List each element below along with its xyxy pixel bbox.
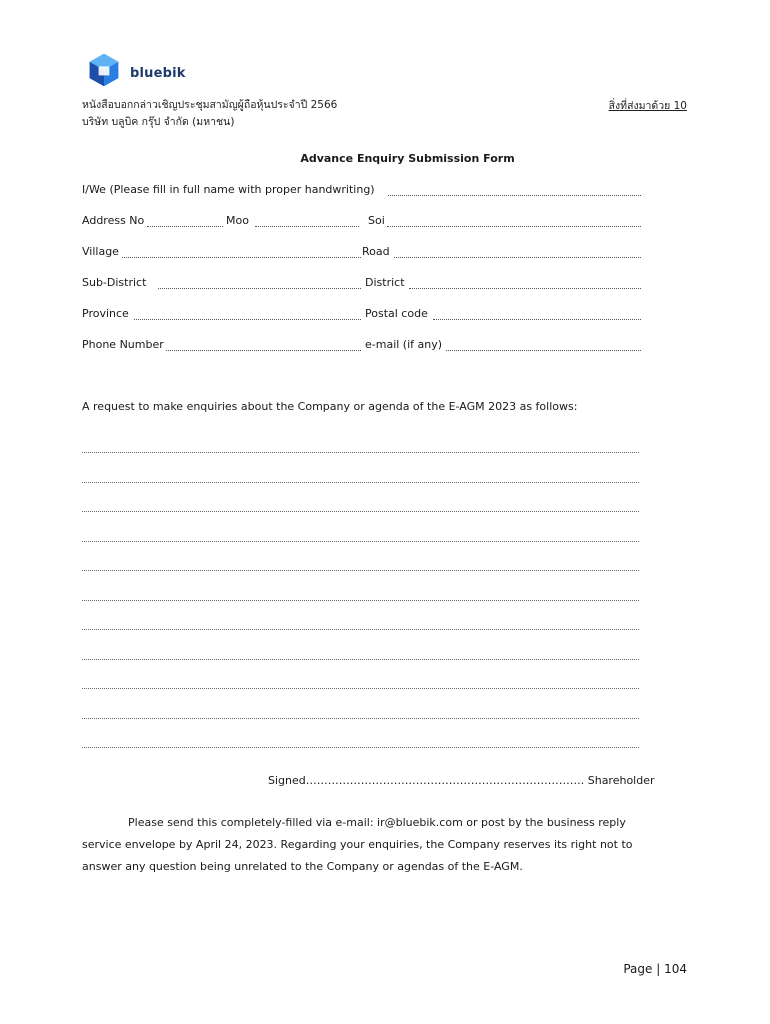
enquiry-line[interactable] — [82, 541, 639, 542]
road-label: Road — [362, 245, 390, 258]
phone-field[interactable] — [166, 338, 361, 351]
enquiry-line[interactable] — [82, 659, 639, 660]
subdistrict-field[interactable] — [158, 276, 361, 289]
enquiry-line[interactable] — [82, 747, 639, 748]
address-no-label: Address No — [82, 214, 145, 227]
enquiry-line[interactable] — [82, 629, 639, 630]
postal-code-field[interactable] — [433, 307, 641, 320]
enquiry-line[interactable] — [82, 452, 639, 453]
enquiry-line[interactable] — [82, 570, 639, 571]
village-field[interactable] — [122, 245, 361, 258]
district-label: District — [365, 276, 405, 289]
enquiry-line[interactable] — [82, 688, 639, 689]
province-row — [82, 307, 642, 323]
enquiry-line[interactable] — [82, 600, 639, 601]
enquiry-line[interactable] — [82, 718, 639, 719]
district-field[interactable] — [409, 276, 641, 289]
soi-field[interactable] — [387, 214, 641, 227]
province-field[interactable] — [134, 307, 361, 320]
header-line-1: หนังสือบอกกล่าวเชิญประชุมสามัญผู้ถือหุ้นประจำปี 2566 — [82, 99, 338, 111]
form-title: Advance Enquiry Submission Form — [300, 152, 515, 165]
enquiry-line[interactable] — [82, 482, 639, 483]
name-row — [82, 183, 642, 199]
subdistrict-label: Sub-District — [82, 276, 147, 289]
signature-line: Signed…………………………………………………………………. Shareholder — [268, 774, 655, 787]
email-field[interactable] — [446, 338, 641, 351]
phone-label: Phone Number — [82, 338, 164, 351]
village-row — [82, 245, 642, 261]
postal-code-label: Postal code — [365, 307, 428, 320]
enquiry-line[interactable] — [82, 511, 639, 512]
page-number: Page | 104 — [623, 962, 687, 976]
moo-field[interactable] — [255, 214, 359, 227]
subdistrict-row — [82, 276, 642, 292]
document-header — [82, 97, 337, 131]
phone-row — [82, 338, 642, 354]
name-label: I/We (Please fill in full name with proper handwriting) — [82, 183, 375, 196]
address-row — [82, 214, 642, 230]
attachment-label: สิ่งที่ส่งมาด้วย 10 — [608, 100, 687, 112]
province-label: Province — [82, 307, 129, 320]
company-logo — [86, 52, 186, 88]
bluebik-logo-icon — [86, 52, 122, 88]
name-field[interactable] — [388, 183, 641, 196]
moo-label: Moo — [226, 214, 249, 227]
instructions-paragraph: Please send this completely-filled via e-mail: ir@bluebik.com or post by the business reply service envelope by April 24, 2023. Regarding your enquiries, the Company reserves its right not to answer any question being unrelated to the Company or agendas of the E-AGM. — [82, 816, 633, 873]
logo-text: bluebik — [130, 65, 186, 81]
email-label: e-mail (if any) — [365, 338, 443, 351]
header-line-2: บริษัท บลูบิค กรุ๊ป จำกัด (มหาชน) — [82, 116, 235, 128]
soi-label: Soi — [368, 214, 385, 227]
road-field[interactable] — [394, 245, 641, 258]
address-no-field[interactable] — [147, 214, 223, 227]
village-label: Village — [82, 245, 119, 258]
request-prompt: A request to make enquiries about the Company or agenda of the E-AGM 2023 as follows: — [82, 400, 578, 413]
